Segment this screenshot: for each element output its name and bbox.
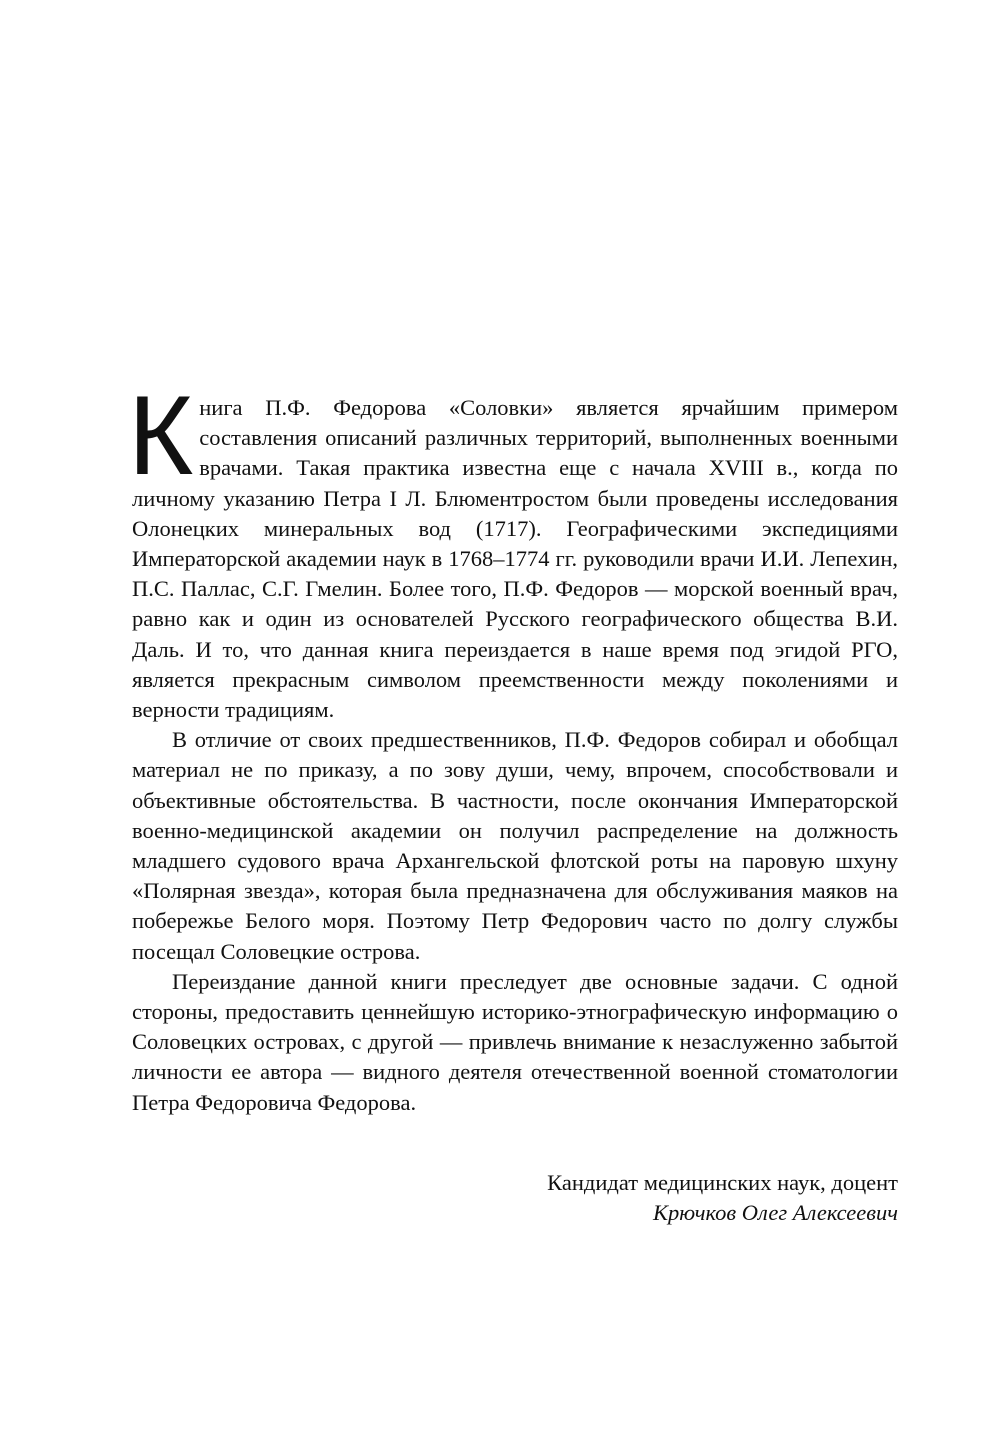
paragraph-1: нига П.Ф. Федорова «Соловки» является ярчайшим примером составления описаний различных территорий, выполненных военными врачами. Такая практика известна еще с начала XVIII в., когда по личному указанию Петра I Л. Блюментростом были проведены исследования Олонецких минеральных вод (1717). Географическими экспедициями Императорской академии наук в 1768–1774 гг. руководили врачи И.И. Лепехин, П.С. Паллас, С.Г. Гмелин. Более того, П.Ф. Федоров — морской военный врач, равно как и один из основателей Русского географического общества В.И. Даль. И то, что данная книга переиздается в наше время под эгидой РГО, является прекрасным символом преемственности между поколениями и верности традициям.	[132, 395, 898, 723]
paragraph-3: Переиздание данной книги преследует две основные задачи. С одной стороны, предоставить ценнейшую историко-этнографическую информацию о Соловецких островах, с другой — привлечь внимание к незаслуженно забытой личности ее автора — видного деятеля отечественной военной стоматологии Петра Федоровича Федорова.	[132, 968, 898, 1115]
paragraph-2: В отличие от своих предшественников, П.Ф. Федоров собирал и обобщал материал не по приказу, а по зову души, чему, впрочем, способствовали и объективные обстоятельства. В частности, после окончания Императорской военно-медицинской академии он получил распределение на должность младшего судового врача Архангельской флотской роты на паровую шхуну «Полярная звезда», которая была предназначена для обслуживания маяков на побережье Белого моря. Поэтому Петр Федорович часто по долгу службы посещал Соловецкие острова.	[132, 727, 898, 964]
signature-name: Крючков Олег Алексеевич	[653, 1200, 898, 1225]
drop-cap-letter: К	[128, 373, 194, 498]
signature-title: Кандидат медицинских наук, доцент	[547, 1170, 898, 1195]
main-text	[128, 373, 898, 1118]
